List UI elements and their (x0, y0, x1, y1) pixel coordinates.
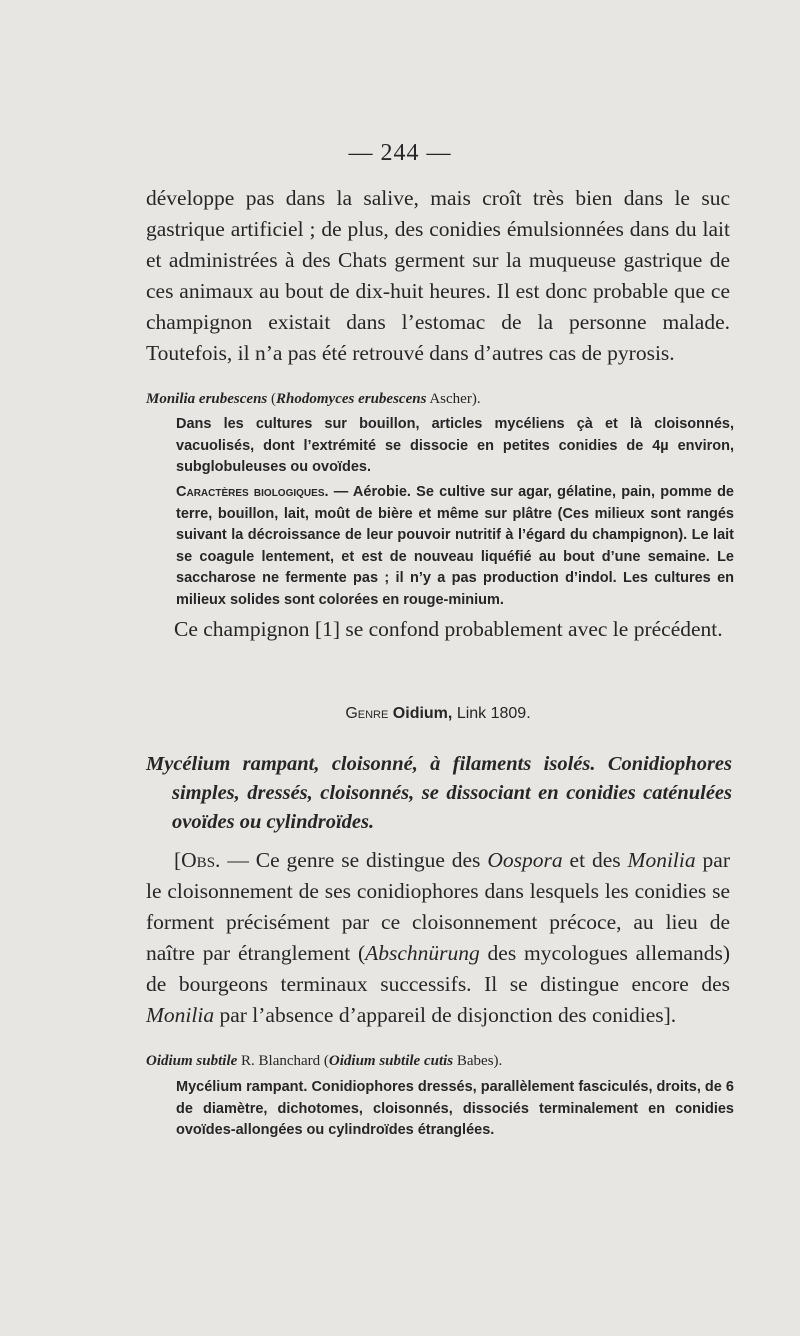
species-name: Oidium subtile (146, 1053, 238, 1069)
paren: ( (271, 391, 277, 407)
oidium-heading: Oidium subtile R. Blanchard (Oidium subtile cutis Babes). (146, 1053, 503, 1069)
genre-diagnosis: Mycélium rampant, cloisonné, à filaments isolés. Conidiophores simples, dressés, cloisonnés, se dissociant en conidies caténulées ovoïdes ou cylindroïdes. (146, 753, 732, 833)
genre-heading (146, 705, 730, 723)
monilia-heading (146, 388, 730, 410)
species-synonym: Rhodomyces erubescens (276, 391, 427, 407)
caracteres-biologiques (176, 482, 734, 611)
observation: [Obs. — Ce genre se distingue des Oospora et des Monilia par le cloisonnement de ses conidiophores dans lesquels les conidies se forment précisément par ce cloisonnement précoce, au lieu de naître par étranglement (Abschnürung des mycologues allemands) de bourgeons terminaux successifs. Il se distingue encore des Monilia par l’absence d’appareil de disjonction des conidies]. (146, 848, 730, 1027)
genre-author: Link 1809. (456, 705, 531, 722)
paragraph-2: Ce champignon [1] se confond probablement avec le précédent. (174, 617, 723, 641)
genre-prefix: Genre (345, 705, 389, 722)
species-author: Ascher). (426, 391, 481, 407)
monilia-description: Dans les cultures sur bouillon, articles mycéliens çà et là cloisonnés, vacuolisés, dont l’extrémité se dissocie en petites conidies de 4µ environ, subglobuleuses ou ovoïdes. (176, 416, 734, 475)
species-name: Monilia erubescens (146, 391, 268, 407)
caracteres-label: Caractères biologiques. (176, 484, 329, 500)
obs-label: [Obs. (174, 848, 221, 872)
paragraph-continuation (146, 183, 730, 369)
genre-name: Oidium, (392, 705, 453, 722)
oidium-description: Mycélium rampant. Conidiophores dressés, parallèlement fasciculés, droits, de 6 de diamètre, dichotomes, cloisonnés, dissociés terminalement en conidies ovoïdes-allongées ou cylindroïdes étranglées. (176, 1079, 734, 1138)
caracteres-text: — Aérobie. Se cultive sur agar, gélatine, pain, pomme de terre, bouillon, lait, moût de bière et même sur plâtre (Ces milieux sont rangés suivant la décroissance de leur pouvoir nutritif à l’égard du champignon). Le lait se coagule lentement, et est de nouveau liquéfié au bout d’une semaine. Le saccharose ne fermente pas ; il n’y a pas production d’indol. Les cultures en milieux solides sont colorées en rouge-minium. (176, 484, 734, 608)
paragraph-text: développe pas dans la salive, mais croît très bien dans le suc gastrique artificiel ; de plus, des conidies émulsionnées dans du lait et administrées à des Chats germent sur la muqueuse gastrique de ces animaux au bout de dix-huit heures. Il est donc probable que ce champignon existait dans l’estomac de la personne malade. Toutefois, il n’a pas été retrouvé dans d’autres cas de pyrosis. (146, 186, 730, 365)
species-synonym: Oidium subtile cutis (328, 1053, 454, 1069)
page-number: — 244 — (348, 140, 452, 166)
